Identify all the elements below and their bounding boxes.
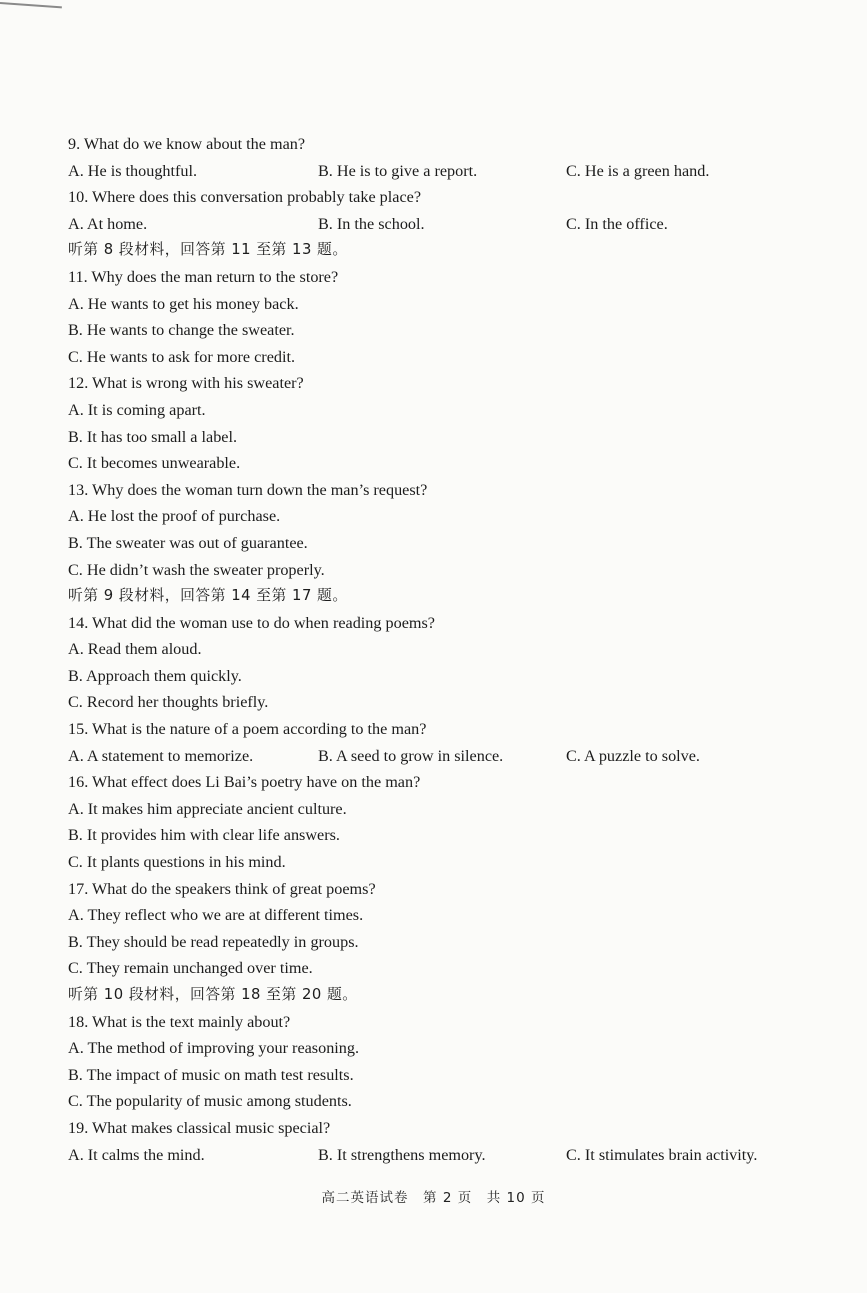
option-12b: B. It has too small a label. (68, 427, 238, 446)
options-15 (68, 743, 808, 770)
option-16a: A. It makes him appreciate ancient culture. (68, 799, 347, 818)
scan-edge-mark (0, 2, 62, 8)
question-18: 18. What is the text mainly about? (68, 1012, 291, 1031)
option-14c: C. Record her thoughts briefly. (68, 693, 269, 712)
option-15a: A. A statement to memorize. (68, 746, 254, 765)
options-10 (68, 211, 808, 238)
option-9a: A. He is thoughtful. (68, 161, 198, 180)
option-9b: B. He is to give a report. (318, 161, 478, 180)
question-14: 14. What did the woman use to do when reading poems? (68, 613, 435, 632)
option-15c: C. A puzzle to solve. (566, 746, 700, 765)
option-10c: C. In the office. (566, 214, 668, 233)
question-15: 15. What is the nature of a poem according to the man? (68, 720, 427, 739)
option-16b: B. It provides him with clear life answers. (68, 826, 340, 845)
question-11: 11. Why does the man return to the store? (68, 267, 339, 286)
option-19c: C. It stimulates brain activity. (566, 1145, 758, 1164)
option-18a: A. The method of improving your reasoning. (68, 1039, 360, 1058)
question-13: 13. Why does the woman turn down the man’s request? (68, 480, 428, 499)
option-17b: B. They should be read repeatedly in groups. (68, 932, 359, 951)
question-10: 10. Where does this conversation probably take place? (68, 188, 422, 207)
page-footer: 高二英语试卷 第 2 页 共 10 页 (321, 1190, 546, 1206)
option-18c: C. The popularity of music among students. (68, 1092, 352, 1111)
option-11b: B. He wants to change the sweater. (68, 321, 295, 340)
question-19: 19. What makes classical music special? (68, 1118, 331, 1137)
question-sheet (68, 131, 808, 1168)
question-12: 12. What is wrong with his sweater? (68, 374, 304, 393)
section-header-9: 听第 9 段材料，回答第 14 至第 17 题。 (68, 587, 348, 605)
option-14a: A. Read them aloud. (68, 640, 202, 659)
question-9: 9. What do we know about the man? (68, 135, 306, 153)
option-17a: A. They reflect who we are at different times. (68, 906, 364, 925)
option-11a: A. He wants to get his money back. (68, 294, 299, 313)
section-header-10: 听第 10 段材料，回答第 18 至第 20 题。 (68, 986, 358, 1003)
option-12c: C. It becomes unwearable. (68, 454, 241, 473)
option-17c: C. They remain unchanged over time. (68, 959, 313, 978)
options-19 (68, 1142, 808, 1169)
option-16c: C. It plants questions in his mind. (68, 853, 286, 872)
section-header-8: 听第 8 段材料，回答第 11 至第 13 题。 (68, 241, 348, 259)
option-13a: A. He lost the proof of purchase. (68, 507, 281, 526)
option-10b: B. In the school. (318, 214, 425, 233)
option-15b: B. A seed to grow in silence. (318, 746, 504, 765)
option-13c: C. He didn’t wash the sweater properly. (68, 560, 325, 579)
option-14b: B. Approach them quickly. (68, 666, 242, 685)
option-19a: A. It calms the mind. (68, 1145, 205, 1164)
option-13b: B. The sweater was out of guarantee. (68, 533, 308, 552)
option-10a: A. At home. (68, 214, 148, 233)
option-9c: C. He is a green hand. (566, 161, 710, 180)
options-9 (68, 158, 808, 185)
option-12a: A. It is coming apart. (68, 400, 206, 419)
option-11c: C. He wants to ask for more credit. (68, 347, 296, 366)
question-16: 16. What effect does Li Bai’s poetry have on the man? (68, 773, 421, 792)
option-18b: B. The impact of music on math test results. (68, 1065, 354, 1084)
question-17: 17. What do the speakers think of great poems? (68, 879, 376, 898)
option-19b: B. It strengthens memory. (318, 1145, 486, 1164)
